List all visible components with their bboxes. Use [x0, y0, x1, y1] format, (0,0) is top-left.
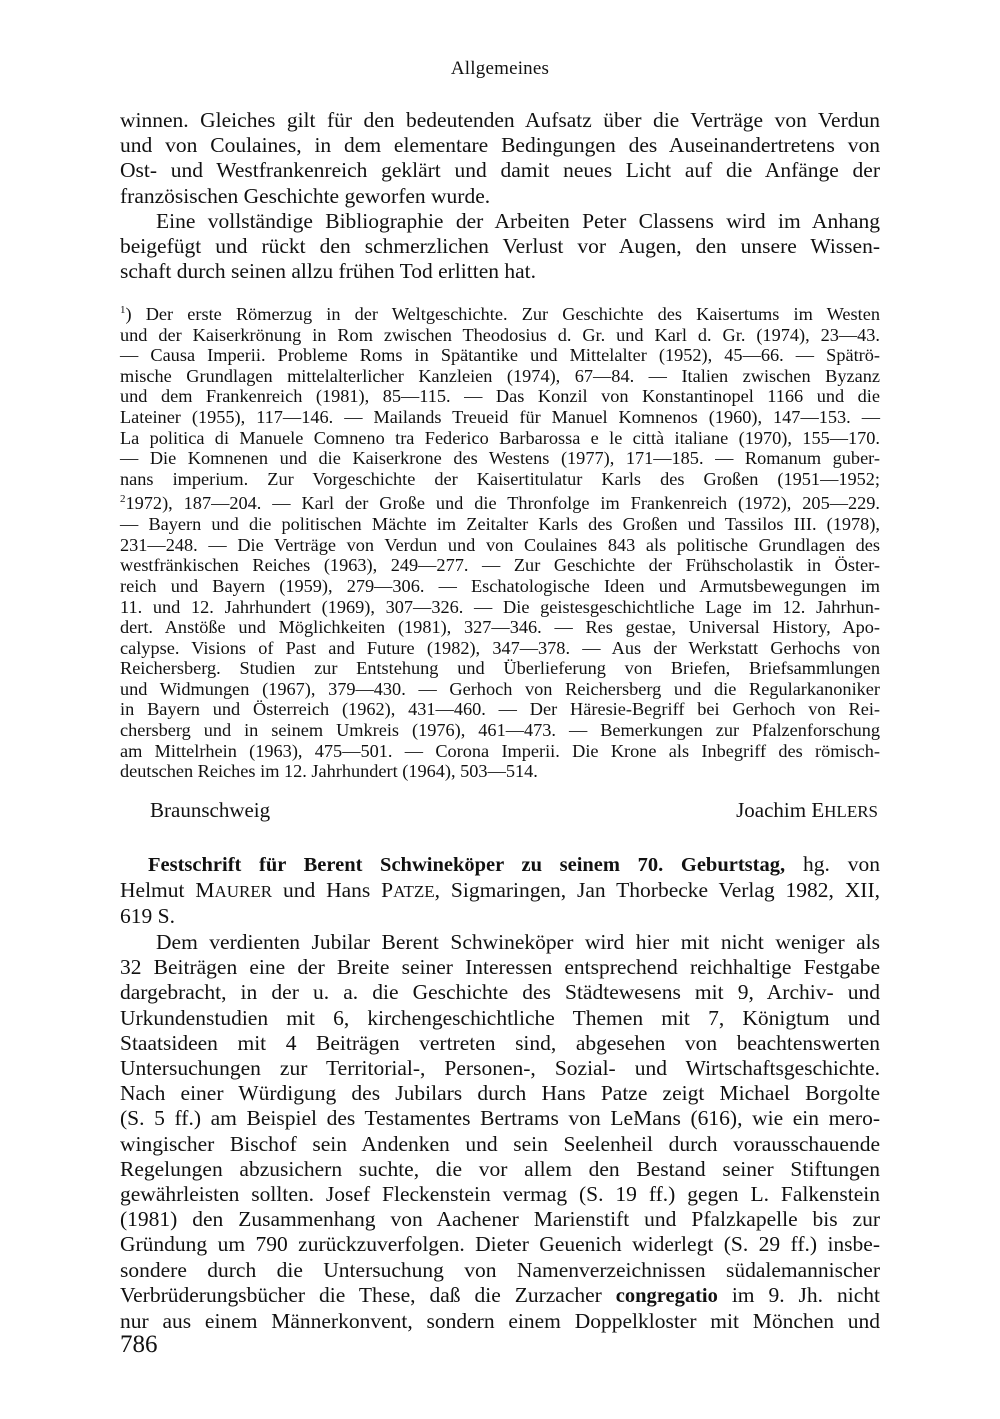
review-paragraph — [120, 930, 880, 1334]
footnote-line: reich und Bayern (1959), 279—306. — Eschatologische Ideen und Armutsbewegungen im — [120, 575, 880, 596]
text-line: und von Coulaines, in dem elementare Bedingungen des Auseinandertretens von — [120, 133, 880, 158]
review-book-title: Festschrift für Berent Schwineköper zu seinem 70. Geburtstag, — [148, 854, 786, 876]
footnote-line: 11. und 12. Jahrhundert (1969), 307—326. — Die geistesgeschichtliche Lage im 12. Jahrhun- — [120, 596, 880, 617]
text-line: nur aus einem Männerkonvent, sondern einem Doppelkloster mit Mönchen und — [120, 1309, 880, 1334]
footnote-line — [120, 489, 880, 514]
footnote-marker: 1 — [120, 304, 126, 316]
footnote-line: La politica di Manuele Comneno tra Federico Barbarossa e le città italiane (1970), 155—170. — [120, 427, 880, 448]
running-header: Allgemeines — [450, 58, 550, 79]
footnote-line: nans imperium. Zur Vorgeschichte der Kaisertitulatur Karls des Großen (1951—1952; — [120, 468, 880, 489]
text-line: sondere durch die Untersuchung von Namenverzeichnissen südalemannischer — [120, 1257, 880, 1282]
footnote-line: chersberg und in seinem Umkreis (1976), 461—473. — Bemerkungen zur Pfalzenforschung — [120, 720, 880, 741]
signature-place: Braunschweig — [150, 798, 271, 822]
footnote-line: Lateiner (1955), 117—146. — Mailands Treueid für Manuel Komnenos (1960), 147—153. — — [120, 407, 880, 428]
text-line: französischen Geschichte geworfen wurde. — [120, 183, 491, 208]
text-line: Untersuchungen zur Territorial-, Personen-, Sozial- und Wirtschaftsgeschichte. — [120, 1056, 880, 1081]
review-editors-line: Helmut MAURER und Hans PATZE, Sigmaringen, Jan Thorbecke Verlag 1982, XII, — [120, 878, 880, 903]
footnote-text: ) Der erste Römerzug in der Weltgeschichte. Zur Geschichte des Kaisertums im Westen — [125, 304, 880, 325]
footnote-line: und der Kaiserkrönung in Rom zwischen Theodosius d. Gr. und Karl d. Gr. (1974), 23—43. — [120, 324, 880, 345]
footnote-line: Reichersberg. Studien zur Entstehung und Überlieferung von Briefen, Briefsammlungen — [120, 658, 880, 679]
footnote-line: — Causa Imperii. Probleme Roms in Spätantike und Mittelalter (1952), 45—66. — Spätrö- — [120, 345, 880, 366]
footnote-line: 231—248. — Die Verträge von Verdun und von Coulaines 843 als politische Grundlagen des — [120, 534, 880, 555]
footnote — [120, 300, 880, 782]
text-line: Regelungen abzusichern suchte, die vor allem den Bestand seiner Stiftungen — [120, 1156, 880, 1181]
paragraph-continuation — [120, 108, 880, 209]
text-line: schaft durch seinen allzu frühen Tod erlitten hat. — [120, 259, 537, 284]
footnote-line: — Bayern und die politischen Mächte im Zeitalter Karls des Großen und Tassilos III. (1978), — [120, 514, 880, 535]
text-line: Gründung um 790 zurückzuverfolgen. Dieter Geuenich widerlegt (S. 29 ff.) insbe- — [120, 1232, 880, 1257]
text-line: winnen. Gleiches gilt für den bedeutenden Aufsatz über die Verträge von Verdun — [120, 108, 880, 132]
edition-marker: 2 — [120, 493, 126, 506]
footnote-line: in Bayern und Österreich (1962), 431—460. — Der Häresie-Begriff bei Gerhoch von Rei- — [120, 699, 880, 720]
review-heading — [120, 852, 880, 930]
footnote-line: — Die Komnenen und die Kaiserkrone des Westens (1977), 171—185. — Romanum guber- — [120, 448, 880, 469]
text-line: Urkundenstudien mit 6, kirchengeschichtliche Themen mit 7, Königtum und — [120, 1005, 880, 1030]
text-line: beigefügt und rückt den schmerzlichen Verlust vor Augen, den unsere Wissen- — [120, 234, 880, 259]
text-line: Eine vollständige Bibliographie der Arbeiten Peter Classens wird im Anhang — [156, 209, 880, 233]
footnote-line: und Widmungen (1967), 379—430. — Gerhoch von Reichersberg und die Regularkanoniker — [120, 678, 880, 699]
text-line: Dem verdienten Jubilar Berent Schwineköper wird hier mit nicht weniger als — [156, 930, 880, 954]
footnote-line: mische Grundlagen mittelalterlicher Kanzleien (1974), 67—84. — Italien zwischen Byzanz — [120, 365, 880, 386]
signature-author: Joachim EHLERS — [736, 798, 878, 822]
emphasized-term: congregatio — [615, 1284, 718, 1307]
footnote-line: calypse. Visions of Past and Future (1982), 347—378. — Aus der Werkstatt Gerhochs von — [120, 637, 880, 658]
text-line: Nach einer Würdigung des Jubilars durch Hans Patze zeigt Michael Borgolte — [120, 1081, 880, 1106]
footnote-line: und dem Frankenreich (1981), 85—115. — Das Konzil von Konstantinopel 1166 und die — [120, 386, 880, 407]
footnote-text: 1972), 187—204. — Karl der Große und die Thronfolge im Frankenreich (1972), 205—229. — [125, 493, 880, 514]
text-line: gewährleisten sollten. Josef Fleckenstein vermag (S. 19 ff.) gegen L. Falkenstein — [120, 1182, 880, 1207]
text-line: Verbrüderungsbücher die These, daß die Zurzacher congregatio im 9. Jh. nicht — [120, 1282, 880, 1307]
review-title-line: Festschrift für Berent Schwineköper zu seinem 70. Geburtstag, hg. von — [148, 852, 881, 876]
text-line: dargebracht, in der u. a. die Geschichte des Städtewesens mit 9, Archiv- und — [120, 980, 880, 1005]
text-line: (1981) den Zusammenhang von Aachener Marienstift und Pfalzkapelle bis zur — [120, 1207, 880, 1232]
text-line: 32 Beiträgen eine der Breite seiner Interessen entsprechend reichhaltige Festgabe — [120, 955, 880, 980]
footnote-line: dert. Anstöße und Möglichkeiten (1981), 327—346. — Res gestae, Universal History, Apo- — [120, 617, 880, 638]
text-line: Staatsideen mit 4 Beiträgen vertreten sind, abgesehen von beachtenswerten — [120, 1030, 880, 1055]
review-pages-line: 619 S. — [120, 904, 175, 929]
text-line: wingischer Bischof sein Andenken und sein Seelenheil durch vorausschauende — [120, 1131, 880, 1156]
paragraph-bibliography-note — [120, 209, 880, 285]
page-number: 786 — [120, 1331, 158, 1358]
footnote-line: deutschen Reiches im 12. Jahrhundert (1964), 503—514. — [120, 761, 538, 782]
footnote-line: am Mittelrhein (1963), 475—501. — Corona Imperii. Die Krone als Inbegriff des römisch- — [120, 740, 880, 761]
footnote-line — [120, 300, 880, 325]
review-signature — [150, 798, 878, 823]
text-line: (S. 5 ff.) am Beispiel des Testamentes Bertrams von LeMans (616), wie ein mero- — [120, 1106, 880, 1131]
text-line: Ost- und Westfrankenreich geklärt und damit neues Licht auf die Anfänge der — [120, 158, 880, 183]
footnote-line: westfränkischen Reiches (1963), 249—277. — Zur Geschichte der Frühscholastik in Öster- — [120, 555, 880, 576]
